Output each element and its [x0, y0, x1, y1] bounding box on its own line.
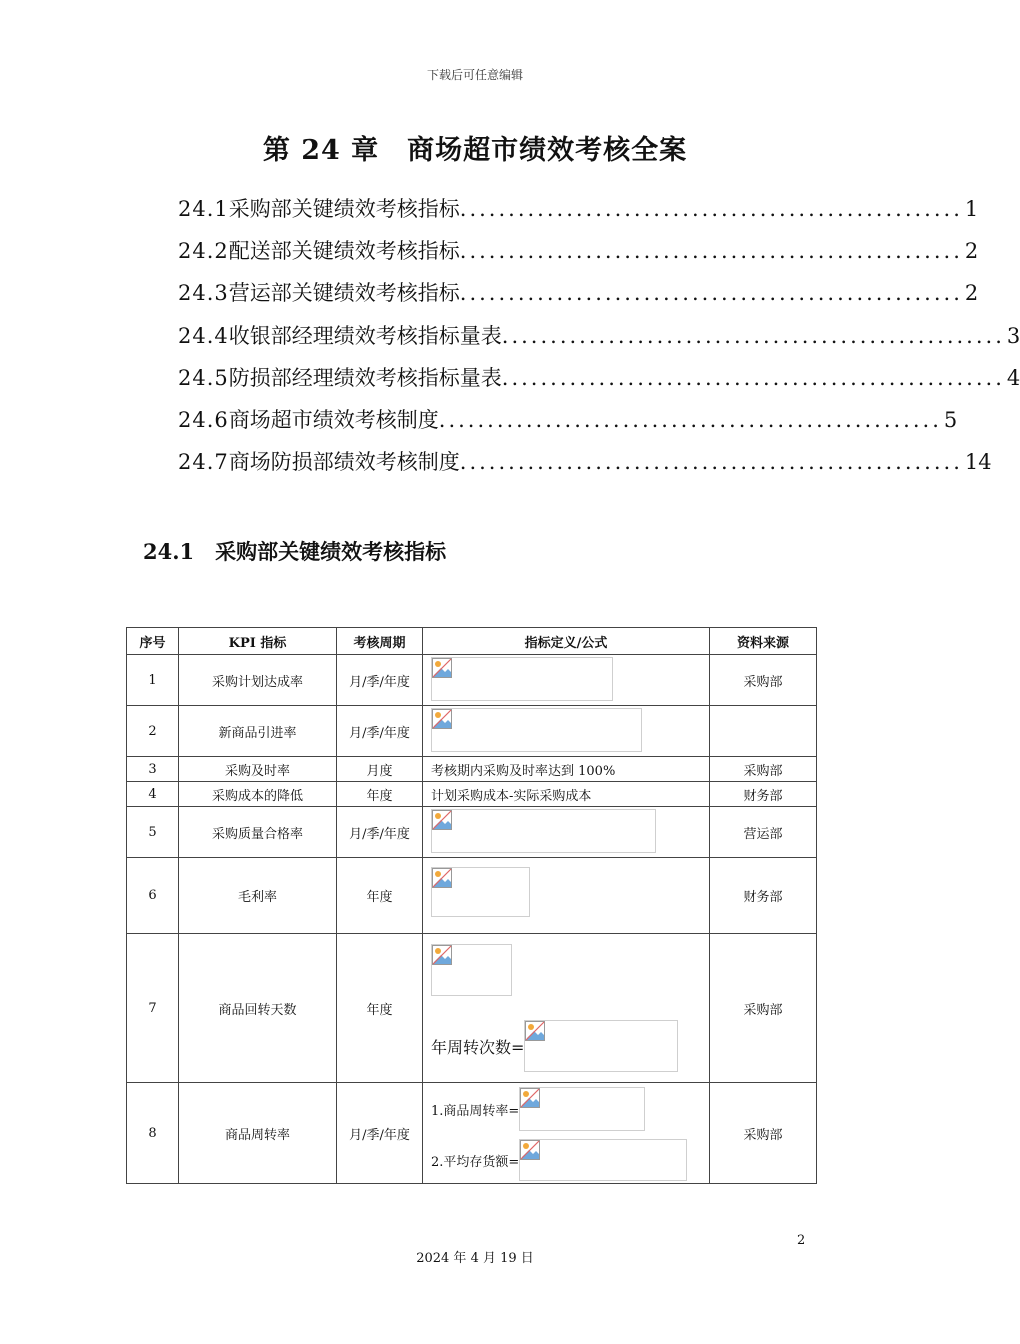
- toc-entry-number: 24.2: [178, 239, 229, 264]
- table-row: [127, 858, 817, 934]
- section-heading: 24.1 采购部关键绩效考核指标: [143, 539, 447, 564]
- cell-no: 5: [127, 807, 179, 858]
- cell-period: 月/季/年度: [337, 655, 423, 706]
- toc-entry-page: 14: [964, 450, 992, 475]
- header-cell-definition: 指标定义/公式: [423, 628, 710, 655]
- broken-image-icon: [432, 868, 452, 888]
- toc-leader-dots: ....................................................: [459, 281, 963, 306]
- toc-entry-title: 配送部关键绩效考核指标: [228, 239, 460, 264]
- formula-label: 年周转次数=: [431, 1037, 525, 1057]
- cell-no: 4: [127, 782, 179, 807]
- cell-definition: [423, 858, 710, 934]
- cell-source: 采购部: [710, 934, 817, 1083]
- toc-entry[interactable]: [178, 446, 992, 488]
- broken-image-icon: [432, 945, 452, 965]
- cell-kpi: 商品周转率: [179, 1083, 337, 1184]
- formula-image: [431, 809, 656, 853]
- table-header-row: [127, 628, 817, 655]
- cell-no: 2: [127, 706, 179, 757]
- toc-entry-page: 2: [964, 281, 979, 306]
- toc-entry-title: 商场超市绩效考核制度: [228, 407, 439, 432]
- cell-kpi: 采购质量合格率: [179, 807, 337, 858]
- formula-image: [524, 1020, 678, 1072]
- broken-image-icon: [432, 658, 452, 678]
- toc-entry-title: 采购部关键绩效考核指标: [228, 197, 460, 221]
- cell-kpi: 商品回转天数: [179, 934, 337, 1083]
- toc-entry[interactable]: [178, 235, 979, 277]
- cell-period: 月/季/年度: [337, 1083, 423, 1184]
- table-row: [127, 706, 817, 757]
- cell-definition: 考核期内采购及时率达到 100%: [423, 757, 710, 782]
- toc-entry-page: 4: [1006, 365, 1020, 390]
- toc-entry-title: 防损部经理绩效考核指标量表: [228, 365, 502, 390]
- cell-kpi: 新商品引进率: [179, 706, 337, 757]
- broken-image-icon: [520, 1140, 540, 1160]
- cell-no: 7: [127, 934, 179, 1083]
- broken-image-icon: [525, 1021, 545, 1041]
- cell-kpi: 采购成本的降低: [179, 782, 337, 807]
- toc-leader-dots: ....................................................: [438, 407, 942, 432]
- toc-entry-page: 5: [943, 407, 958, 432]
- cell-period: 年度: [337, 858, 423, 934]
- toc-entry[interactable]: [178, 193, 979, 235]
- toc-entry-number: 24.7: [178, 450, 229, 475]
- toc-entry-number: 24.4: [178, 323, 229, 348]
- cell-source: 采购部: [710, 757, 817, 782]
- cell-definition: [423, 1083, 710, 1184]
- broken-image-icon: [432, 709, 452, 729]
- cell-kpi: 采购计划达成率: [179, 655, 337, 706]
- cell-no: 1: [127, 655, 179, 706]
- cell-source: 财务部: [710, 782, 817, 807]
- table-row: [127, 934, 817, 1083]
- toc-leader-dots: ....................................................: [459, 197, 963, 221]
- cell-kpi: 采购及时率: [179, 757, 337, 782]
- header-cell-source: 资料来源: [710, 628, 817, 655]
- table-row: [127, 655, 817, 706]
- table-of-contents: [178, 193, 1020, 488]
- toc-entry-title: 营运部关键绩效考核指标: [228, 281, 460, 306]
- cell-definition: [423, 807, 710, 858]
- formula-image: [431, 867, 530, 917]
- toc-entry-number: 24.1: [178, 197, 229, 221]
- cell-source: [710, 706, 817, 757]
- table-row: [127, 807, 817, 858]
- toc-leader-dots: ....................................................: [459, 450, 963, 475]
- header-cell-no: 序号: [127, 628, 179, 655]
- toc-entry[interactable]: [178, 404, 958, 446]
- cell-period: 月/季/年度: [337, 706, 423, 757]
- cell-definition: [423, 934, 710, 1083]
- toc-entry-number: 24.6: [178, 407, 229, 432]
- formula-image: [519, 1139, 687, 1181]
- toc-entry-number: 24.5: [178, 365, 229, 390]
- kpi-table: [126, 627, 817, 1184]
- toc-entry-page: 1: [964, 197, 979, 221]
- cell-definition: [423, 706, 710, 757]
- toc-leader-dots: ....................................................: [459, 239, 963, 264]
- formula-label: 1.商品周转率=: [431, 1103, 520, 1119]
- toc-leader-dots: ....................................................: [501, 323, 1005, 348]
- cell-period: 年度: [337, 934, 423, 1083]
- toc-entry-page: 2: [964, 239, 979, 264]
- toc-entry-number: 24.3: [178, 281, 229, 306]
- header-cell-period: 考核周期: [337, 628, 423, 655]
- cell-no: 6: [127, 858, 179, 934]
- header-note: 下载后可任意编辑: [426, 68, 523, 82]
- cell-no: 8: [127, 1083, 179, 1184]
- header-cell-kpi: KPI 指标: [179, 628, 337, 655]
- formula-image: [431, 708, 642, 752]
- toc-entry[interactable]: [178, 362, 1020, 404]
- cell-kpi: 毛利率: [179, 858, 337, 934]
- formula-label: 2.平均存货额=: [431, 1154, 520, 1170]
- toc-entry[interactable]: [178, 277, 979, 319]
- table-row: [127, 757, 817, 782]
- toc-entry-title: 商场防损部绩效考核制度: [228, 450, 460, 475]
- toc-entry-page: 3: [1006, 323, 1020, 348]
- cell-definition: [423, 655, 710, 706]
- toc-entry-title: 收银部经理绩效考核指标量表: [228, 323, 502, 348]
- table-row: [127, 1083, 817, 1184]
- formula-image: [431, 944, 512, 996]
- cell-period: 月/季/年度: [337, 807, 423, 858]
- table-row: [127, 782, 817, 807]
- toc-leader-dots: ....................................................: [501, 365, 1005, 390]
- broken-image-icon: [432, 810, 452, 830]
- footer-date: 2024 年 4 月 19 日: [416, 1251, 534, 1266]
- cell-source: 采购部: [710, 655, 817, 706]
- cell-source: 营运部: [710, 807, 817, 858]
- cell-period: 年度: [337, 782, 423, 807]
- formula-image: [431, 657, 613, 701]
- formula-image: [519, 1087, 645, 1131]
- page-number: 2: [797, 1233, 806, 1248]
- cell-source: 采购部: [710, 1083, 817, 1184]
- chapter-title: 第 24 章 商场超市绩效考核全案: [262, 135, 688, 166]
- cell-definition: 计划采购成本-实际采购成本: [423, 782, 710, 807]
- toc-entry[interactable]: [178, 320, 1020, 362]
- cell-source: 财务部: [710, 858, 817, 934]
- cell-period: 月度: [337, 757, 423, 782]
- broken-image-icon: [520, 1088, 540, 1108]
- cell-no: 3: [127, 757, 179, 782]
